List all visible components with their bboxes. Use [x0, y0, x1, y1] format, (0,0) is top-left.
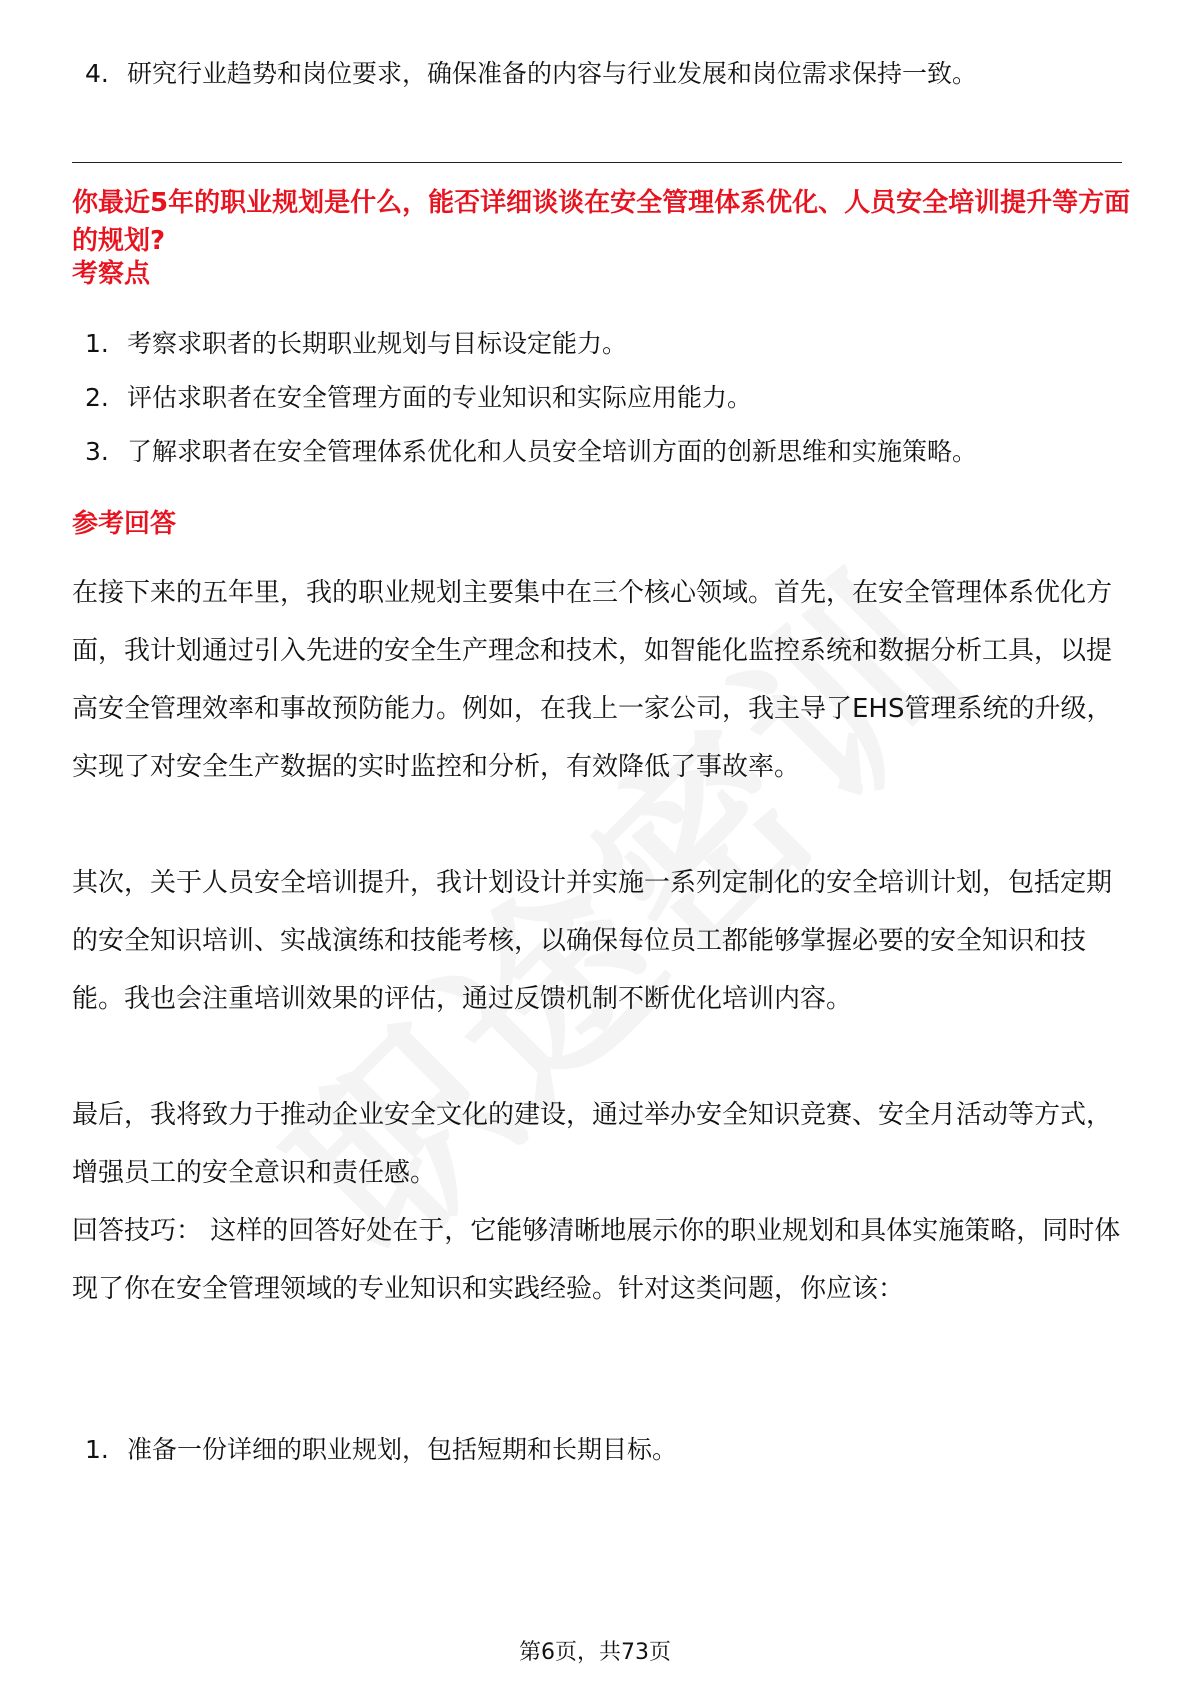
- list-item-text: 研究行业趋势和岗位要求，确保准备的内容与行业发展和岗位需求保持一致。: [127, 59, 978, 88]
- answer-label: 参考回答: [72, 509, 177, 539]
- list-item-number: 2.: [85, 383, 109, 412]
- answer-paragraph: 最后，我将致力于推动企业安全文化的建设，通过举办安全知识竞赛、安全月活动等方式，增强员工的安全意识和责任感。: [72, 1100, 1113, 1188]
- list-item-text: 了解求职者在安全管理体系优化和人员安全培训方面的创新思维和实施策略。: [127, 437, 978, 466]
- list-item-number: 4.: [85, 59, 109, 88]
- answer-paragraph: 在接下来的五年里，我的职业规划主要集中在三个核心领域。首先，在安全管理体系优化方面，我计划通过引入先进的安全生产理念和技术，如智能化监控系统和数据分析工具，以提高安全管理效率和事故预防能力。例如，在我上一家公司，我主导了EHS管理系统的升级，实现了对安全生产数据的实时监控和分析，有效降低了事故率。: [72, 578, 1113, 782]
- list-item-number: 1.: [85, 329, 109, 358]
- list-item: [85, 434, 977, 470]
- answer-tips-paragraph: 回答技巧： 这样的回答好处在于，它能够清晰地展示你的职业规划和具体实施策略，同时体现了你在安全管理领域的专业知识和实践经验。针对这类问题，你应该：: [72, 1216, 1121, 1304]
- answer-paragraph: 其次，关于人员安全培训提升，我计划设计并实施一系列定制化的安全培训计划，包括定期的安全知识培训、实战演练和技能考核，以确保每位员工都能够掌握必要的安全知识和技能。我也会注重培训效果的评估，通过反馈机制不断优化培训内容。: [72, 868, 1113, 1014]
- assessment-label: 考察点: [72, 259, 151, 289]
- list-item: [85, 1432, 677, 1468]
- list-item-text: 评估求职者在安全管理方面的专业知识和实际应用能力。: [127, 383, 753, 412]
- section-divider: [72, 162, 1122, 163]
- list-item-text: 考察求职者的长期职业规划与目标设定能力。: [127, 329, 628, 358]
- list-item: [85, 56, 977, 92]
- page-footer: 第6页，共73页: [519, 1640, 671, 1665]
- list-item-number: 1.: [85, 1435, 109, 1464]
- question-heading: 你最近5年的职业规划是什么，能否详细谈谈在安全管理体系优化、人员安全培训提升等方面的规划?: [72, 188, 1131, 256]
- list-item: [85, 380, 752, 416]
- list-item-text: 准备一份详细的职业规划，包括短期和长期目标。: [127, 1435, 678, 1464]
- list-item: [85, 326, 627, 362]
- list-item-number: 3.: [85, 437, 109, 466]
